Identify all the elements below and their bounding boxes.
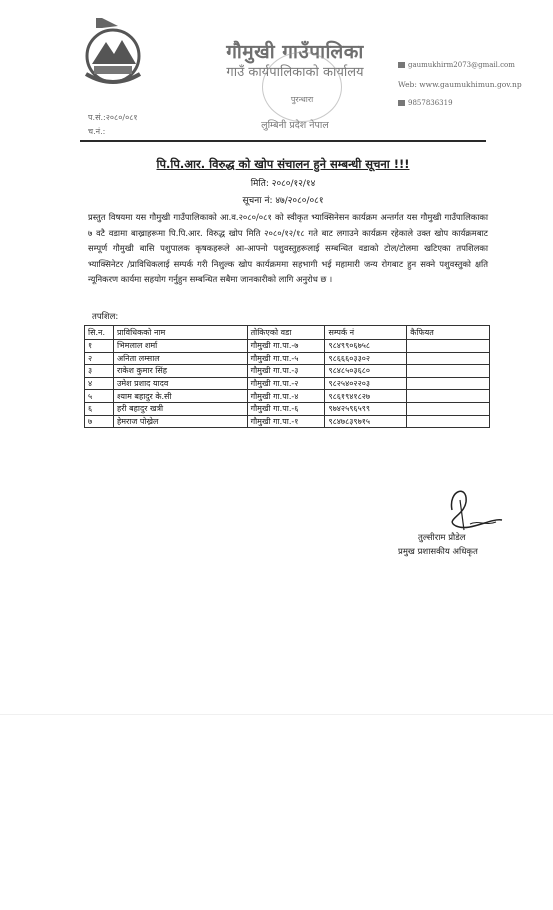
cell-serial: ६	[85, 402, 114, 415]
web-line	[398, 80, 522, 89]
cell-name: श्याम बहादुर के.सी	[113, 390, 247, 403]
notice-date: मिति: २०८०/१२/१४	[250, 179, 316, 189]
cell-serial: ७	[85, 415, 114, 428]
details-label: तपशिल:	[92, 312, 119, 322]
cell-remarks	[407, 365, 490, 378]
dispatch-number: च.नं.:	[88, 127, 106, 136]
notice-number: सूचना नं: ४७/२०८०/०८१	[242, 196, 324, 206]
notice-body: प्रस्तुत विषयमा यस गौमुखी गाउँपालिकाको आ.व.२०८०/०८१ को स्वीकृत भ्याक्सिनेसन कार्यक्रम अन्तर्गत यस गौमुखी गाउँपालिकाका ७ वटै वडामा बाख्राहरूमा पि.पि.आर. विरुद्ध खोप मिति २०८०/१२/१८ गते बाट लगाउने कार्यक्रम रहेकाले उक्त खोप कार्यक्रमबाट सम्पूर्ण गौमुखी बासि पशुपालक कृषकहरूले आ-आफ्नो पशुवस्तुहरूलाई सम्बन्धित वडाको टोल/टोलमा खटिएका तपशिलका भ्याक्सिनेटर /प्राविधिकलाई सम्पर्क गरी निशुल्क खोप कार्यक्रममा सहभागी भई महामारी जन्य रोगबाट हुन सक्ने पशुवस्तुको क्षति न्यूनिकरण कार्यमा सहयोग गर्नुहुन सम्बन्धित सबैमा जानकारीको लागि अनुरोध छ ।	[88, 212, 488, 284]
table-row	[85, 377, 490, 390]
cell-serial: ३	[85, 365, 114, 378]
staff-table	[84, 325, 490, 428]
cell-ward: गौमुखी गा.पा.-४	[247, 390, 325, 403]
email-icon	[398, 62, 405, 68]
nepal-emblem-icon	[78, 16, 148, 96]
location-label: पुरन्धारा	[290, 95, 314, 104]
email-line	[398, 61, 515, 69]
table-header-row	[85, 326, 490, 340]
cell-ward: गौमुखी गा.पा.-५	[247, 352, 325, 365]
notice-heading-text: पि.पि.आर. विरुद्ध को खोप संचालन हुने सम्बन्धी सूचना !!!	[156, 157, 410, 171]
cell-ward: गौमुखी गा.पा.-२	[247, 377, 325, 390]
email-text: gaumukhirm2073@gmail.com	[408, 61, 515, 69]
cell-name: राकेश कुमार सिंह	[113, 365, 247, 378]
header-rule	[80, 140, 486, 142]
cell-contact: ९८४७८३९७१५	[325, 415, 407, 428]
cell-remarks	[407, 390, 490, 403]
cell-serial: १	[85, 340, 114, 353]
signatory-title: प्रमुख प्रशासकीय अधिकृत	[398, 547, 478, 557]
page-fold-line	[0, 714, 553, 715]
cell-name: हरी बहादुर खत्री	[113, 402, 247, 415]
col-name: प्राविधिकको नाम	[113, 326, 247, 340]
cell-serial: २	[85, 352, 114, 365]
cell-remarks	[407, 415, 490, 428]
phone-icon	[398, 100, 405, 106]
cell-remarks	[407, 340, 490, 353]
cell-serial: ४	[85, 377, 114, 390]
handwritten-signature	[430, 480, 510, 540]
cell-name: भिमलाल शर्मा	[113, 340, 247, 353]
web-text: Web: www.gaumukhimun.gov.np	[398, 80, 522, 89]
cell-remarks	[407, 377, 490, 390]
cell-contact: ९८६६६०३३०२	[325, 352, 407, 365]
notice-heading	[80, 157, 486, 172]
ref-number: प.सं.:२०८०/०८१	[88, 113, 138, 122]
table-row	[85, 340, 490, 353]
cell-name: उमेश प्रशाद यादव	[113, 377, 247, 390]
cell-contact: ९८६१९४१८२७	[325, 390, 407, 403]
table-row	[85, 365, 490, 378]
table-row	[85, 402, 490, 415]
cell-ward: गौमुखी गा.पा.-७	[247, 340, 325, 353]
cell-remarks	[407, 402, 490, 415]
office-stamp	[262, 52, 342, 122]
table-row	[85, 390, 490, 403]
col-remarks: कैफियत	[407, 326, 490, 340]
phone-line	[398, 99, 453, 107]
cell-name: हेमराज पोख्रेल	[113, 415, 247, 428]
col-contact: सम्पर्क नं	[325, 326, 407, 340]
col-serial: सि.न.	[85, 326, 114, 340]
cell-contact: ९७४२५९६५९९	[325, 402, 407, 415]
phone-text: 9857836319	[408, 99, 453, 107]
cell-contact: ९८४९९०६७५८	[325, 340, 407, 353]
table-row	[85, 415, 490, 428]
cell-ward: गौमुखी गा.पा.-६	[247, 402, 325, 415]
cell-serial: ५	[85, 390, 114, 403]
cell-contact: ९८४८५०३६८०	[325, 365, 407, 378]
table-row	[85, 352, 490, 365]
province-label: लुम्बिनी प्रदेश नेपाल	[261, 120, 329, 131]
cell-ward: गौमुखी गा.पा.-३	[247, 365, 325, 378]
org-name: गौमुखी गाउँपालिका	[226, 41, 364, 63]
cell-name: अनिता लम्साल	[113, 352, 247, 365]
cell-ward: गौमुखी गा.पा.-१	[247, 415, 325, 428]
office-name: गाउँ कार्यपालिकाको कार्यालय	[226, 65, 364, 80]
cell-contact: ९८२५४०२२०३	[325, 377, 407, 390]
cell-remarks	[407, 352, 490, 365]
signatory-name: तुल्सीराम प्रौडेल	[418, 533, 466, 543]
col-ward: तोकिएको वडा	[247, 326, 325, 340]
